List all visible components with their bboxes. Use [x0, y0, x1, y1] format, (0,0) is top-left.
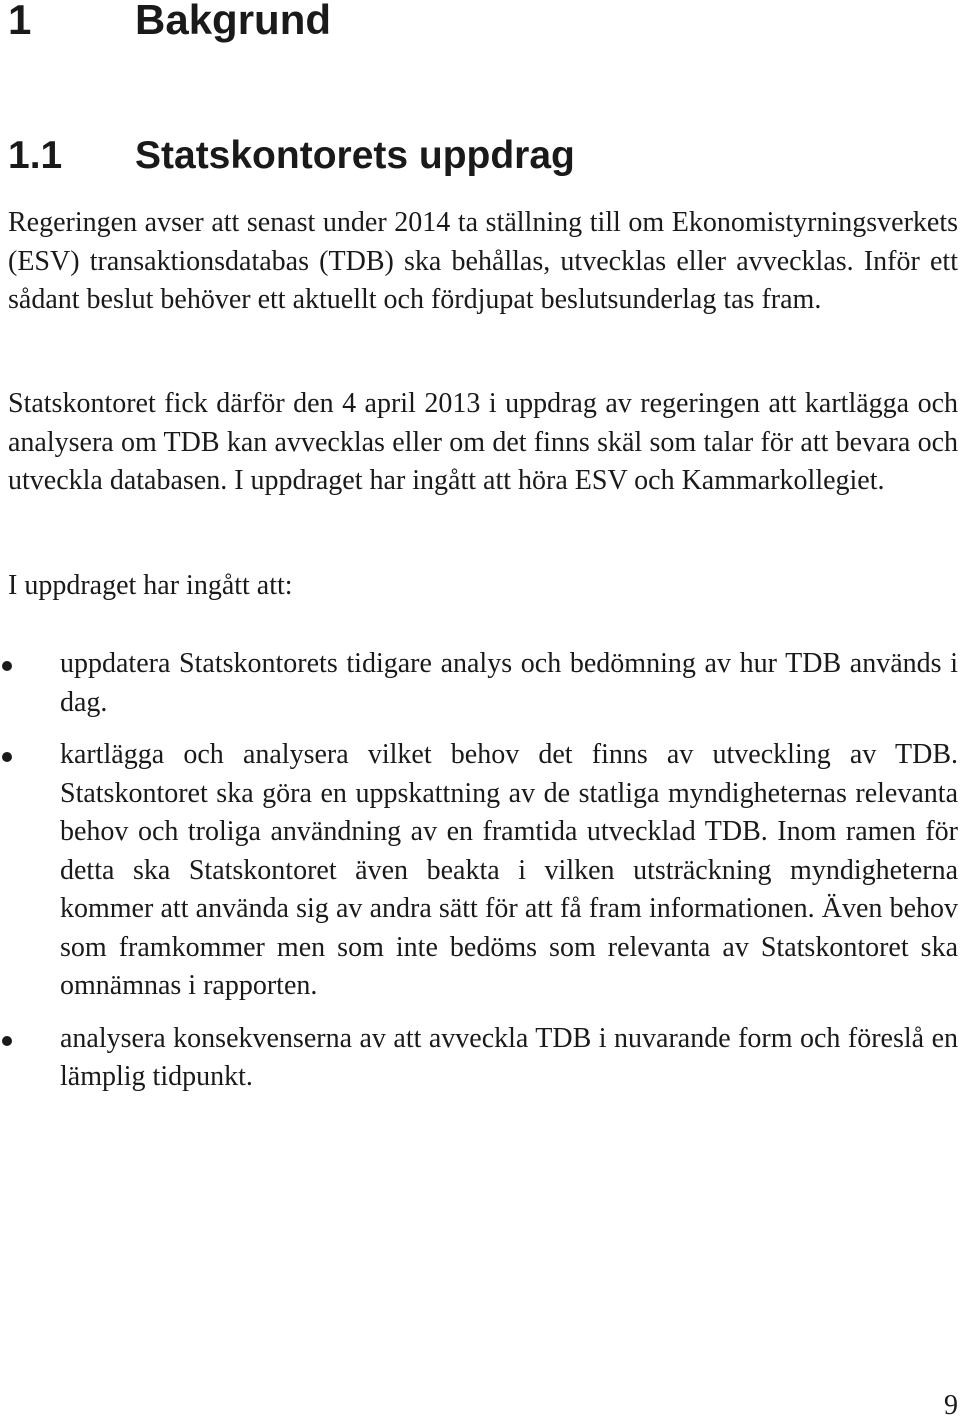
bullet-text: analysera konsekvenserna av att avveckla TDB i nuvarande form och föreslå en lämplig tidpunkt. — [60, 1022, 958, 1092]
paragraph-3: I uppdraget har ingått att: — [8, 570, 293, 601]
section-title: Statskontorets uppdrag — [135, 134, 575, 177]
bullet-dot-icon — [2, 661, 12, 671]
chapter-heading — [8, 0, 331, 50]
bullet-dot-icon — [2, 1036, 12, 1046]
bullet-item — [0, 1020, 958, 1097]
chapter-title: Bakgrund — [135, 0, 332, 43]
bullet-item — [0, 736, 958, 1006]
paragraph-2: Statskontoret fick därför den 4 april 2013 i uppdrag av regeringen att kartlägga och analysera om TDB kan avvecklas eller om det finns skäl som talar för att bevara och utveckla databasen. I uppdraget har ingått att höra ESV och Kammarkollegiet. — [8, 388, 958, 496]
bullet-item — [0, 645, 958, 722]
paragraph-1: Regeringen avser att senast under 2014 ta ställning till om Ekonomistyrningsverkets (ESV) transaktionsdatabas (TDB) ska behållas, utvecklas eller avvecklas. Inför ett sådant beslut behöver ett aktuellt och fördjupat beslutsunderlag tas fram. — [8, 207, 958, 315]
section-number: 1.1 — [8, 134, 63, 177]
bullet-text: kartlägga och analysera vilket behov det finns av utveckling av TDB. Statskontoret ska göra en uppskattning av de statliga myndigheternas relevanta behov och troliga användning av en framtida utvecklad TDB. Inom ramen för detta ska Statskontoret även beakta i vilken utsträckning myndigheterna kommer att använda sig av andra sätt för att få fram informationen. Även behov som framkommer men som inte bedöms som relevanta av Statskontoret ska omnämnas i rapporten. — [60, 739, 958, 1001]
page-number: 9 — [944, 1390, 958, 1421]
bullet-dot-icon — [2, 752, 12, 762]
chapter-number: 1 — [8, 0, 32, 43]
bullet-list — [0, 645, 960, 1097]
section-heading — [8, 126, 575, 186]
bullet-text: uppdatera Statskontorets tidigare analys och bedömning av hur TDB används i dag. — [60, 648, 958, 718]
